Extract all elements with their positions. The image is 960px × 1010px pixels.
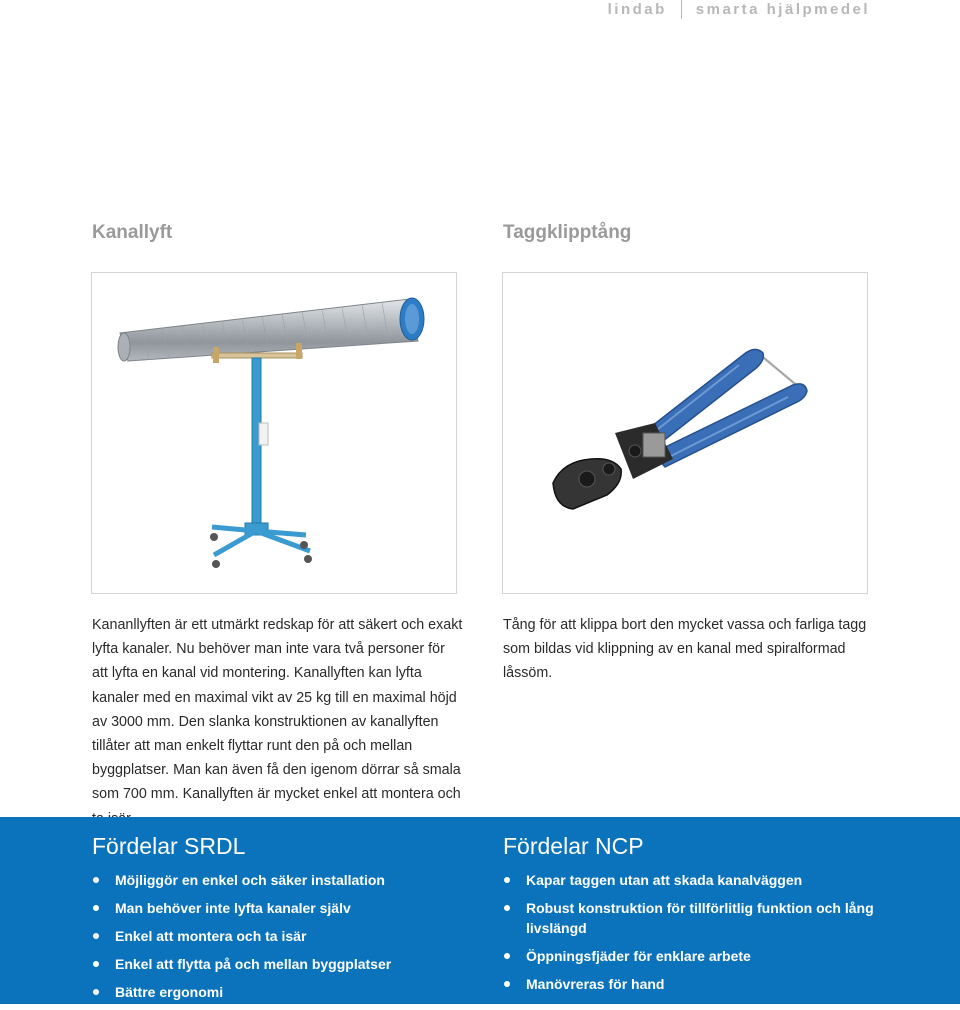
brand-label: lindab <box>607 0 667 18</box>
page-header <box>608 0 870 18</box>
list-item: Bättre ergonomi <box>92 982 464 1002</box>
list-item: Manövreras för hand <box>503 974 875 994</box>
duct-lift-image <box>91 272 457 594</box>
left-description <box>92 613 464 831</box>
left-title: Kanallyft <box>92 222 173 243</box>
list-item: Kapar taggen utan att skada kanalväggen <box>503 870 875 890</box>
list-item: Öppningsfjäder för enklare arbete <box>503 946 875 966</box>
list-item: Möjliggör en enkel och säker installation <box>92 870 464 890</box>
left-advantages-title: Fördelar SRDL <box>92 833 246 859</box>
left-paragraph: Kananllyften är ett utmärkt redskap för att säkert och exakt lyfta kanaler. Nu behöver man inte vara två personer för att lyfta en kanal vid montering. Kanallyften kan lyfta kanaler med en maximal vikt av 25 kg till en maximal höjd av 3000 mm. Den slanka konstruktionen av kanallyften tillåter att man enkelt flyttar runt den på och mellan byggplatser. Man kan även få den igenom dörrar så smala som 700 mm. Kanallyften är mycket enkel att montera och <box>92 617 463 803</box>
list-item: Man behöver inte lyfta kanaler själv <box>92 898 464 918</box>
right-title: Taggklipptång <box>503 222 632 243</box>
duct-lift-illustration <box>92 273 456 593</box>
right-paragraph: Tång för att klippa bort den mycket vassa och farliga tagg som bildas vid klippning av en kanal med spiralformad låssöm. <box>503 617 867 682</box>
cutter-illustration <box>503 273 867 593</box>
right-advantages-title: Fördelar NCP <box>503 833 644 859</box>
right-description <box>503 613 867 686</box>
header-divider <box>681 0 682 19</box>
list-item: Enkel att montera och ta isär <box>92 926 464 946</box>
left-advantages-list <box>92 870 464 1010</box>
list-item: Enkel att flytta på och mellan byggplatser <box>92 954 464 974</box>
right-advantages-list <box>503 870 875 1002</box>
cutter-image <box>502 272 868 594</box>
section-label: smarta hjälpmedel <box>695 0 870 18</box>
list-item: Robust konstruktion för tillförlitlig funktion och lång livslängd <box>503 898 875 938</box>
